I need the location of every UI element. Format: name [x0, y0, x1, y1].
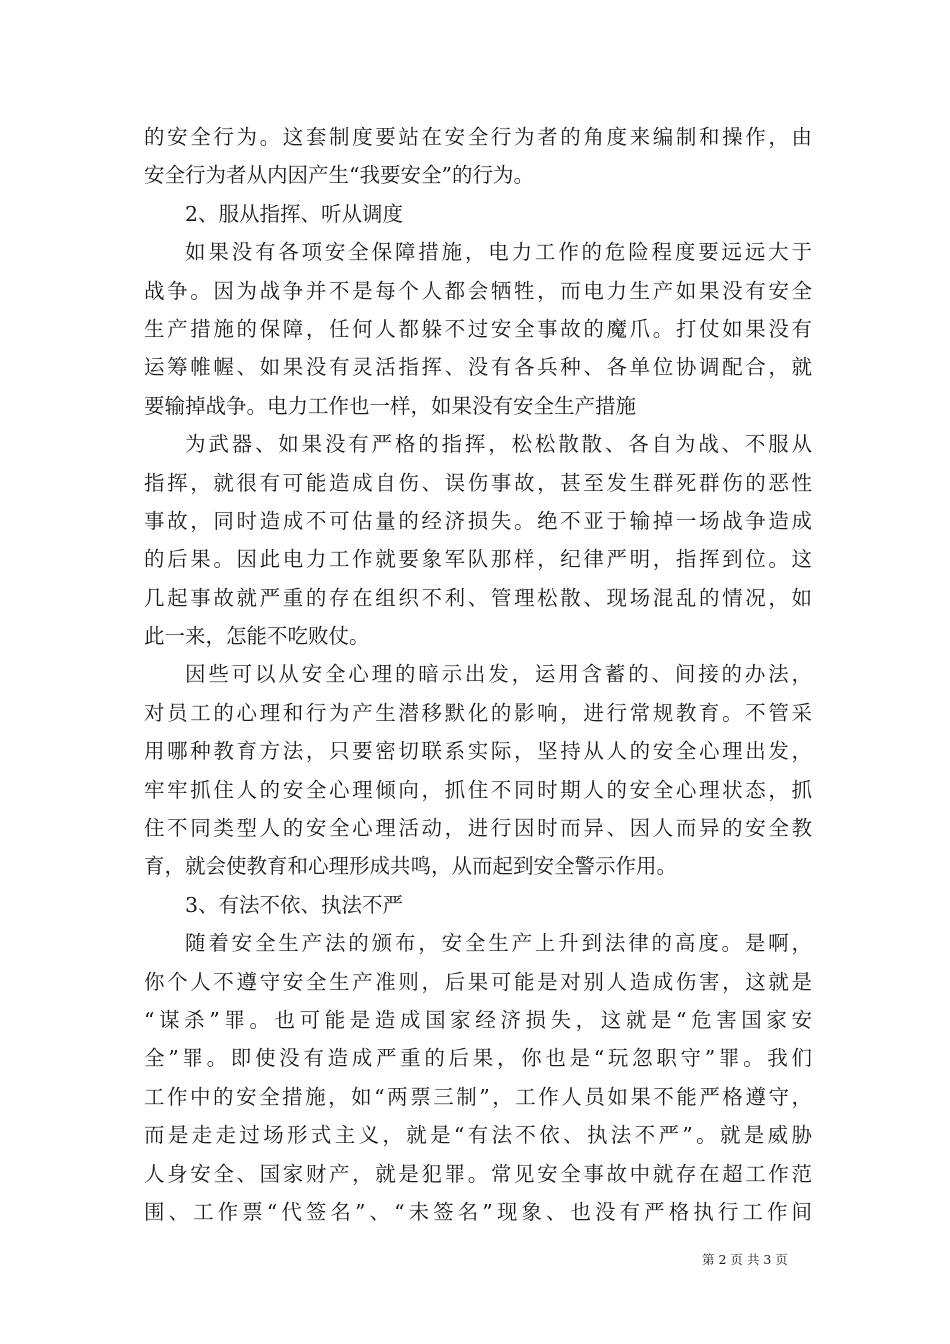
text-line: 生产措施的保障，任何人都躲不过安全事故的魔爪。打仗如果没有: [144, 316, 812, 341]
text-line: 而是走走过场形式主义，就是“有法不依、执法不严”。就是威胁: [144, 1123, 812, 1148]
text-line: 随着安全生产法的颁布，安全生产上升到法律的高度。是啊，: [185, 931, 812, 956]
text-line: 此一来，怎能不吃败仗。: [144, 624, 370, 649]
page-number-footer: 第 2 页 共 3 页: [702, 1252, 788, 1267]
text-line: 运筹帷幄、如果没有灵活指挥、没有各兵种、各单位协调配合，就: [144, 355, 812, 380]
text-line: 住不同类型人的安全心理活动，进行因时而异、因人而异的安全教: [144, 816, 812, 841]
text-line: 你个人不遵守安全生产准则，后果可能是对别人造成伤害，这就是: [144, 969, 812, 994]
text-line: 的后果。因此电力工作就要象军队那样，纪律严明，指挥到位。这: [144, 547, 812, 572]
text-line: 安全行为者从内因产生“我要安全”的行为。: [144, 163, 534, 188]
text-line: 要输掉战争。电力工作也一样，如果没有安全生产措施: [144, 393, 636, 418]
text-line: 人身安全、国家财产，就是犯罪。常见安全事故中就存在超工作范: [144, 1161, 812, 1186]
text-line: 全”罪。即使没有造成严重的后果，你也是“玩忽职守”罪。我们: [144, 1046, 812, 1071]
text-line: 3、有法不依、执法不严: [185, 892, 404, 917]
text-line: 围、工作票“代签名”、“未签名”现象、也没有严格执行工作间: [144, 1199, 812, 1224]
text-line: “谋杀”罪。也可能是造成国家经济损失，这就是“危害国家安: [144, 1007, 812, 1032]
text-line: 为武器、如果没有严格的指挥，松松散散、各自为战、不服从: [185, 432, 812, 457]
text-line: 育，就会使教育和心理形成共鸣，从而起到安全警示作用。: [144, 854, 677, 879]
text-line: 指挥，就很有可能造成自伤、误伤事故，甚至发生群死群伤的恶性: [144, 470, 812, 495]
text-line: 牢牢抓住人的安全心理倾向，抓住不同时期人的安全心理状态，抓: [144, 777, 812, 802]
text-line: 因些可以从安全心理的暗示出发，运用含蓄的、间接的办法，: [185, 662, 812, 687]
text-line: 事故，同时造成不可估量的经济损失。绝不亚于输掉一场战争造成: [144, 508, 812, 533]
text-line: 几起事故就严重的存在组织不利、管理松散、现场混乱的情况，如: [144, 585, 812, 610]
text-line: 2、服从指挥、听从调度: [185, 201, 404, 226]
text-line: 的安全行为。这套制度要站在安全行为者的角度来编制和操作，由: [144, 125, 812, 149]
text-line: 对员工的心理和行为产生潜移默化的影响，进行常规教育。不管采: [144, 700, 812, 725]
text-line: 用哪种教育方法，只要密切联系实际，坚持从人的安全心理出发，: [144, 739, 812, 764]
document-body: [144, 118, 812, 1231]
text-line: 如果没有各项安全保障措施，电力工作的危险程度要远远大于: [185, 240, 812, 265]
text-line: 战争。因为战争并不是每个人都会牺牲，而电力生产如果没有安全: [144, 278, 812, 303]
text-line: 工作中的安全措施，如“两票三制”，工作人员如果不能严格遵守，: [144, 1084, 812, 1109]
